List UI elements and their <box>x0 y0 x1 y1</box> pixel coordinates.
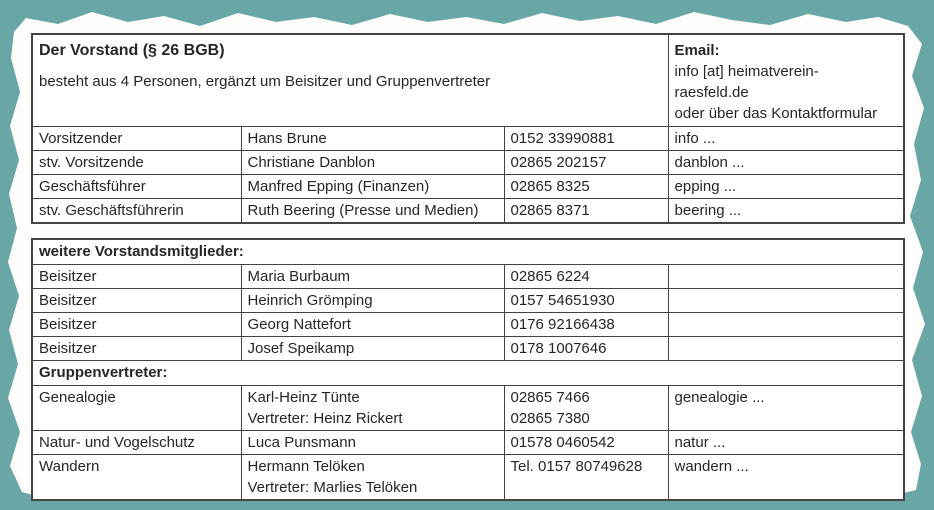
phone-cell: 02865 8325 <box>504 174 668 198</box>
section-header-row <box>32 361 904 386</box>
phone-cell: 02865 6224 <box>504 265 668 289</box>
table-title: Der Vorstand (§ 26 BGB) <box>39 42 225 59</box>
table-header-row <box>32 34 904 126</box>
email-line: oder über das Kontaktformular <box>674 105 878 122</box>
role-cell: Genealogie <box>32 386 241 431</box>
phone-cell: 0176 92166438 <box>504 313 668 337</box>
phone-cell: 0178 1007646 <box>504 337 668 361</box>
phone-cell: 0157 54651930 <box>504 289 668 313</box>
email-header-cell <box>668 34 904 126</box>
email-cell: natur ... <box>668 431 904 455</box>
phone-cell: Tel. 0157 80749628 <box>504 455 668 501</box>
role-cell: stv. Geschäftsführerin <box>32 198 241 223</box>
phone-cell: 02865 7466 02865 7380 <box>504 386 668 431</box>
email-label: Email: <box>674 42 720 59</box>
table-row <box>32 313 904 337</box>
vorstand-table <box>31 33 905 224</box>
name-cell: Christiane Danblon <box>241 150 504 174</box>
name-cell: Karl-Heinz Tünte Vertreter: Heinz Rickert <box>241 386 504 431</box>
name-cell: Ruth Beering (Presse und Medien) <box>241 198 504 223</box>
phone-cell: 01578 0460542 <box>504 431 668 455</box>
name-cell: Heinrich Grömping <box>241 289 504 313</box>
email-cell: genealogie ... <box>668 386 904 431</box>
phone-cell: 02865 8371 <box>504 198 668 223</box>
name-cell: Maria Burbaum <box>241 265 504 289</box>
table-row <box>32 289 904 313</box>
table-row <box>32 337 904 361</box>
email-cell: beering ... <box>668 198 904 223</box>
name-cell: Hermann Telöken Vertreter: Marlies Telöken <box>241 455 504 501</box>
role-cell: Vorsitzender <box>32 126 241 150</box>
role-cell: Beisitzer <box>32 265 241 289</box>
email-cell <box>668 265 904 289</box>
table-row <box>32 431 904 455</box>
email-cell <box>668 337 904 361</box>
table-header-cell <box>32 34 668 126</box>
email-cell: epping ... <box>668 174 904 198</box>
role-cell: Beisitzer <box>32 337 241 361</box>
table-row <box>32 174 904 198</box>
name-cell: Luca Punsmann <box>241 431 504 455</box>
section-title: weitere Vorstandsmitglieder: <box>32 239 904 265</box>
name-cell: Hans Brune <box>241 126 504 150</box>
table-row <box>32 126 904 150</box>
name-cell: Manfred Epping (Finanzen) <box>241 174 504 198</box>
table-subtitle: besteht aus 4 Personen, ergänzt um Beisitzer und Gruppenvertreter <box>39 73 491 90</box>
table-row <box>32 150 904 174</box>
email-cell <box>668 289 904 313</box>
email-line: raesfeld.de <box>674 84 749 101</box>
section-header-row <box>32 239 904 265</box>
table-row <box>32 265 904 289</box>
name-cell: Georg Nattefort <box>241 313 504 337</box>
role-cell: Beisitzer <box>32 313 241 337</box>
name-cell: Josef Speikamp <box>241 337 504 361</box>
table-row <box>32 386 904 431</box>
table-row <box>32 198 904 223</box>
role-cell: stv. Vorsitzende <box>32 150 241 174</box>
email-cell: info ... <box>668 126 904 150</box>
role-cell: Beisitzer <box>32 289 241 313</box>
email-line: info [at] heimatverein- <box>674 63 819 80</box>
email-cell <box>668 313 904 337</box>
phone-cell: 0152 33990881 <box>504 126 668 150</box>
email-cell: danblon ... <box>668 150 904 174</box>
role-cell: Wandern <box>32 455 241 501</box>
section-title: Gruppenvertreter: <box>32 361 904 386</box>
role-cell: Natur- und Vogelschutz <box>32 431 241 455</box>
mitglieder-table <box>31 238 905 501</box>
role-cell: Geschäftsführer <box>32 174 241 198</box>
table-row <box>32 455 904 501</box>
phone-cell: 02865 202157 <box>504 150 668 174</box>
email-cell: wandern ... <box>668 455 904 501</box>
